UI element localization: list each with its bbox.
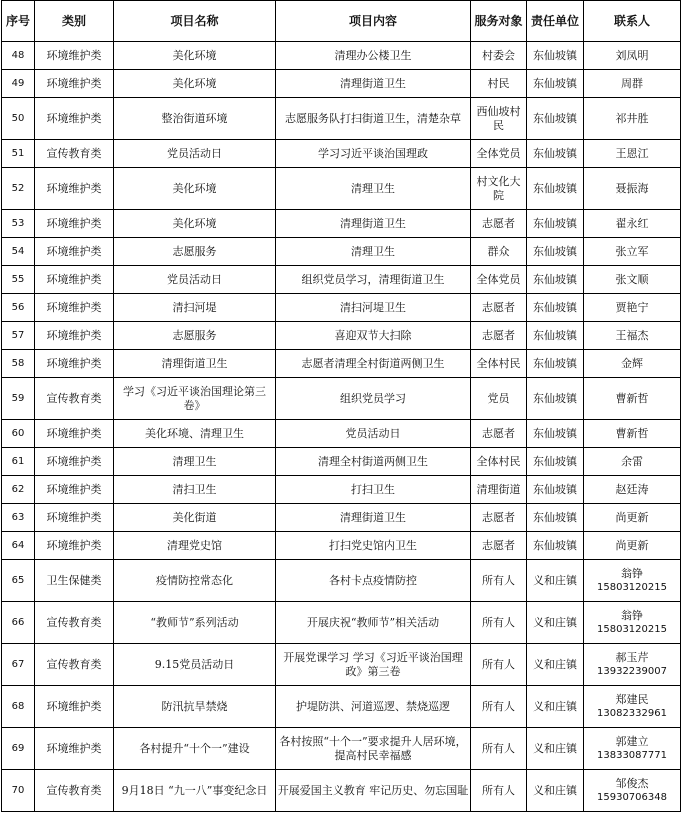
row-service-target: 志愿者: [471, 210, 527, 238]
row-responsible-unit: 义和庄镇: [527, 686, 584, 728]
row-no: 48: [2, 42, 35, 70]
row-no: 66: [2, 602, 35, 644]
row-category: 卫生保健类: [35, 560, 114, 602]
contact-phone: 15930706348: [597, 791, 667, 803]
row-no: 59: [2, 378, 35, 420]
row-project-name: 整治街道环境: [114, 98, 276, 140]
row-responsible-unit: 东仙坡镇: [527, 168, 584, 210]
table-row: [2, 644, 681, 686]
contact-phone: 13082332961: [597, 707, 667, 719]
table-row: [2, 728, 681, 770]
row-responsible-unit: 东仙坡镇: [527, 140, 584, 168]
row-no: 56: [2, 294, 35, 322]
contact-name: 金辉: [621, 356, 643, 370]
row-contact: [584, 728, 681, 770]
row-category: 环境维护类: [35, 210, 114, 238]
row-contact: [584, 476, 681, 504]
row-service-target: 全体村民: [471, 448, 527, 476]
row-category: 环境维护类: [35, 350, 114, 378]
row-service-target: 清理街道: [471, 476, 527, 504]
row-service-target: 所有人: [471, 686, 527, 728]
row-contact: [584, 210, 681, 238]
table-row: [2, 98, 681, 140]
row-project-content: 志愿服务队打扫街道卫生，清楚杂草: [276, 98, 471, 140]
row-no: 51: [2, 140, 35, 168]
contact-name: 郝玉芹: [615, 650, 649, 664]
row-project-name: 党员活动日: [114, 266, 276, 294]
table-row: [2, 238, 681, 266]
contact-name: 张立军: [615, 244, 649, 258]
contact-name: 祁井胜: [615, 111, 649, 125]
contact-name: 刘凤明: [615, 48, 649, 62]
row-category: 宣传教育类: [35, 602, 114, 644]
row-project-name: 美化环境: [114, 210, 276, 238]
row-service-target: 村委会: [471, 42, 527, 70]
table-row: [2, 378, 681, 420]
row-responsible-unit: 东仙坡镇: [527, 532, 584, 560]
row-service-target: 村文化大院: [471, 168, 527, 210]
contact-name: 周群: [621, 76, 643, 90]
row-contact: [584, 350, 681, 378]
row-contact: [584, 504, 681, 532]
row-responsible-unit: 东仙坡镇: [527, 350, 584, 378]
row-responsible-unit: 东仙坡镇: [527, 322, 584, 350]
row-contact: [584, 42, 681, 70]
row-category: 环境维护类: [35, 686, 114, 728]
contact-name: 曹新哲: [615, 426, 649, 440]
table-row: [2, 210, 681, 238]
row-responsible-unit: 东仙坡镇: [527, 476, 584, 504]
contact-name: 尚更新: [615, 510, 649, 524]
row-service-target: 西仙坡村民: [471, 98, 527, 140]
row-service-target: 全体党员: [471, 266, 527, 294]
row-service-target: 所有人: [471, 728, 527, 770]
table-header-row: [2, 1, 681, 42]
row-responsible-unit: 东仙坡镇: [527, 238, 584, 266]
row-contact: [584, 168, 681, 210]
row-responsible-unit: 东仙坡镇: [527, 70, 584, 98]
row-project-name: 清理党史馆: [114, 532, 276, 560]
row-category: 环境维护类: [35, 504, 114, 532]
row-responsible-unit: 义和庄镇: [527, 602, 584, 644]
row-no: 61: [2, 448, 35, 476]
table-row: [2, 448, 681, 476]
row-category: 环境维护类: [35, 476, 114, 504]
table-row: [2, 42, 681, 70]
contact-name: 曹新哲: [615, 391, 649, 405]
row-responsible-unit: 义和庄镇: [527, 728, 584, 770]
contact-phone: 15803120215: [597, 623, 667, 635]
header-project-content: 项目内容: [276, 1, 471, 42]
row-project-content: 学习习近平谈治国理政: [276, 140, 471, 168]
row-project-name: 防汛抗旱禁烧: [114, 686, 276, 728]
row-responsible-unit: 义和庄镇: [527, 560, 584, 602]
row-project-content: 党员活动日: [276, 420, 471, 448]
row-project-content: 开展庆祝“教师节”相关活动: [276, 602, 471, 644]
row-project-content: 清理卫生: [276, 168, 471, 210]
row-project-name: 9.15党员活动日: [114, 644, 276, 686]
row-project-content: 清理街道卫生: [276, 504, 471, 532]
row-project-name: 美化环境: [114, 70, 276, 98]
header-responsible-unit: 责任单位: [527, 1, 584, 42]
table-body: [2, 42, 681, 812]
row-project-name: 志愿服务: [114, 238, 276, 266]
row-category: 环境维护类: [35, 238, 114, 266]
contact-name: 聂振海: [615, 181, 649, 195]
contact-name: 赵廷涛: [615, 482, 649, 496]
row-project-content: 各村按照“十个一”要求提升人居环境，提高村民幸福感: [276, 728, 471, 770]
table-row: [2, 560, 681, 602]
row-category: 环境维护类: [35, 448, 114, 476]
row-service-target: 村民: [471, 70, 527, 98]
row-service-target: 所有人: [471, 644, 527, 686]
row-project-name: 志愿服务: [114, 322, 276, 350]
header-no: 序号: [2, 1, 35, 42]
row-project-content: 各村卡点疫情防控: [276, 560, 471, 602]
row-contact: [584, 560, 681, 602]
row-responsible-unit: 东仙坡镇: [527, 504, 584, 532]
header-category: 类别: [35, 1, 114, 42]
row-contact: [584, 644, 681, 686]
table-row: [2, 140, 681, 168]
row-project-name: 疫情防控常态化: [114, 560, 276, 602]
row-project-content: 开展党课学习 学习《习近平谈治国理政》第三卷: [276, 644, 471, 686]
row-project-name: 清理街道卫生: [114, 350, 276, 378]
row-no: 69: [2, 728, 35, 770]
row-project-content: 开展爱国主义教育 牢记历史、勿忘国耻: [276, 770, 471, 812]
row-no: 64: [2, 532, 35, 560]
contact-name: 贾艳宁: [615, 300, 649, 314]
table-row: [2, 322, 681, 350]
row-category: 环境维护类: [35, 168, 114, 210]
row-project-content: 打扫卫生: [276, 476, 471, 504]
row-no: 50: [2, 98, 35, 140]
row-project-name: 美化环境: [114, 42, 276, 70]
row-project-name: “教师节”系列活动: [114, 602, 276, 644]
row-category: 宣传教育类: [35, 378, 114, 420]
contact-phone: 15803120215: [597, 581, 667, 593]
row-category: 环境维护类: [35, 532, 114, 560]
row-contact: [584, 322, 681, 350]
row-project-name: 清扫河堤: [114, 294, 276, 322]
row-responsible-unit: 义和庄镇: [527, 644, 584, 686]
row-responsible-unit: 东仙坡镇: [527, 42, 584, 70]
volunteer-project-table: [1, 0, 681, 812]
row-service-target: 志愿者: [471, 420, 527, 448]
row-responsible-unit: 东仙坡镇: [527, 378, 584, 420]
row-service-target: 志愿者: [471, 532, 527, 560]
row-project-content: 清理街道卫生: [276, 210, 471, 238]
row-project-name: 美化环境: [114, 168, 276, 210]
row-service-target: 全体村民: [471, 350, 527, 378]
row-category: 宣传教育类: [35, 140, 114, 168]
row-no: 60: [2, 420, 35, 448]
row-category: 环境维护类: [35, 266, 114, 294]
row-responsible-unit: 东仙坡镇: [527, 420, 584, 448]
row-contact: [584, 602, 681, 644]
row-contact: [584, 140, 681, 168]
row-contact: [584, 770, 681, 812]
row-project-name: 9月18日 “九一八”事变纪念日: [114, 770, 276, 812]
row-project-content: 组织党员学习，清理街道卫生: [276, 266, 471, 294]
row-responsible-unit: 东仙坡镇: [527, 98, 584, 140]
row-no: 55: [2, 266, 35, 294]
row-no: 49: [2, 70, 35, 98]
row-category: 环境维护类: [35, 322, 114, 350]
row-service-target: 所有人: [471, 602, 527, 644]
header-project-name: 项目名称: [114, 1, 276, 42]
contact-name: 张文顺: [615, 272, 649, 286]
row-category: 环境维护类: [35, 294, 114, 322]
row-responsible-unit: 义和庄镇: [527, 770, 584, 812]
row-project-content: 清理办公楼卫生: [276, 42, 471, 70]
row-contact: [584, 98, 681, 140]
row-no: 65: [2, 560, 35, 602]
row-category: 环境维护类: [35, 728, 114, 770]
row-service-target: 志愿者: [471, 322, 527, 350]
row-category: 宣传教育类: [35, 770, 114, 812]
header-service-target: 服务对象: [471, 1, 527, 42]
row-project-name: 党员活动日: [114, 140, 276, 168]
table-row: [2, 294, 681, 322]
row-project-name: 各村提升“十个一”建设: [114, 728, 276, 770]
row-service-target: 志愿者: [471, 294, 527, 322]
row-responsible-unit: 东仙坡镇: [527, 448, 584, 476]
contact-phone: 13833087771: [597, 749, 667, 761]
row-no: 68: [2, 686, 35, 728]
contact-name: 郑建民: [615, 692, 649, 706]
row-category: 环境维护类: [35, 420, 114, 448]
table-row: [2, 602, 681, 644]
row-contact: [584, 266, 681, 294]
row-category: 环境维护类: [35, 98, 114, 140]
row-service-target: 全体党员: [471, 140, 527, 168]
row-no: 57: [2, 322, 35, 350]
table-row: [2, 70, 681, 98]
contact-name: 翟永红: [615, 216, 649, 230]
contact-name: 郭建立: [615, 734, 649, 748]
contact-name: 尚更新: [615, 538, 649, 552]
row-project-content: 清理卫生: [276, 238, 471, 266]
row-responsible-unit: 东仙坡镇: [527, 266, 584, 294]
table-row: [2, 770, 681, 812]
row-contact: [584, 448, 681, 476]
table-row: [2, 686, 681, 728]
contact-name: 邹俊杰: [615, 776, 649, 790]
row-project-content: 喜迎双节大扫除: [276, 322, 471, 350]
row-service-target: 所有人: [471, 560, 527, 602]
table-row: [2, 168, 681, 210]
row-contact: [584, 532, 681, 560]
row-project-content: 清理全村街道两侧卫生: [276, 448, 471, 476]
row-contact: [584, 378, 681, 420]
row-contact: [584, 420, 681, 448]
row-responsible-unit: 东仙坡镇: [527, 294, 584, 322]
row-responsible-unit: 东仙坡镇: [527, 210, 584, 238]
header-contact: 联系人: [584, 1, 681, 42]
row-category: 环境维护类: [35, 70, 114, 98]
row-project-content: 清扫河堤卫生: [276, 294, 471, 322]
row-project-content: 护堤防洪、河道巡逻、禁烧巡逻: [276, 686, 471, 728]
row-project-content: 打扫党史馆内卫生: [276, 532, 471, 560]
row-no: 70: [2, 770, 35, 812]
row-service-target: 党员: [471, 378, 527, 420]
row-no: 62: [2, 476, 35, 504]
contact-name: 翁铮: [621, 566, 643, 580]
row-project-name: 清扫卫生: [114, 476, 276, 504]
table-row: [2, 350, 681, 378]
contact-name: 余雷: [621, 454, 643, 468]
table-row: [2, 532, 681, 560]
row-no: 58: [2, 350, 35, 378]
table-row: [2, 504, 681, 532]
row-no: 54: [2, 238, 35, 266]
table-row: [2, 420, 681, 448]
row-project-name: 清理卫生: [114, 448, 276, 476]
row-no: 52: [2, 168, 35, 210]
row-project-name: 美化街道: [114, 504, 276, 532]
table-row: [2, 476, 681, 504]
row-project-name: 美化环境、清理卫生: [114, 420, 276, 448]
table-row: [2, 266, 681, 294]
row-no: 53: [2, 210, 35, 238]
contact-name: 翁铮: [621, 608, 643, 622]
row-project-content: 志愿者清理全村街道两侧卫生: [276, 350, 471, 378]
row-contact: [584, 70, 681, 98]
contact-phone: 13932239007: [597, 665, 667, 677]
contact-name: 王恩江: [615, 146, 649, 160]
row-category: 环境维护类: [35, 42, 114, 70]
row-service-target: 志愿者: [471, 504, 527, 532]
contact-name: 王福杰: [615, 328, 649, 342]
row-service-target: 群众: [471, 238, 527, 266]
row-project-content: 清理街道卫生: [276, 70, 471, 98]
row-service-target: 所有人: [471, 770, 527, 812]
row-contact: [584, 294, 681, 322]
row-project-name: 学习《习近平谈治国理论第三卷》: [114, 378, 276, 420]
row-no: 67: [2, 644, 35, 686]
row-contact: [584, 238, 681, 266]
row-project-content: 组织党员学习: [276, 378, 471, 420]
row-contact: [584, 686, 681, 728]
row-category: 宣传教育类: [35, 644, 114, 686]
row-no: 63: [2, 504, 35, 532]
